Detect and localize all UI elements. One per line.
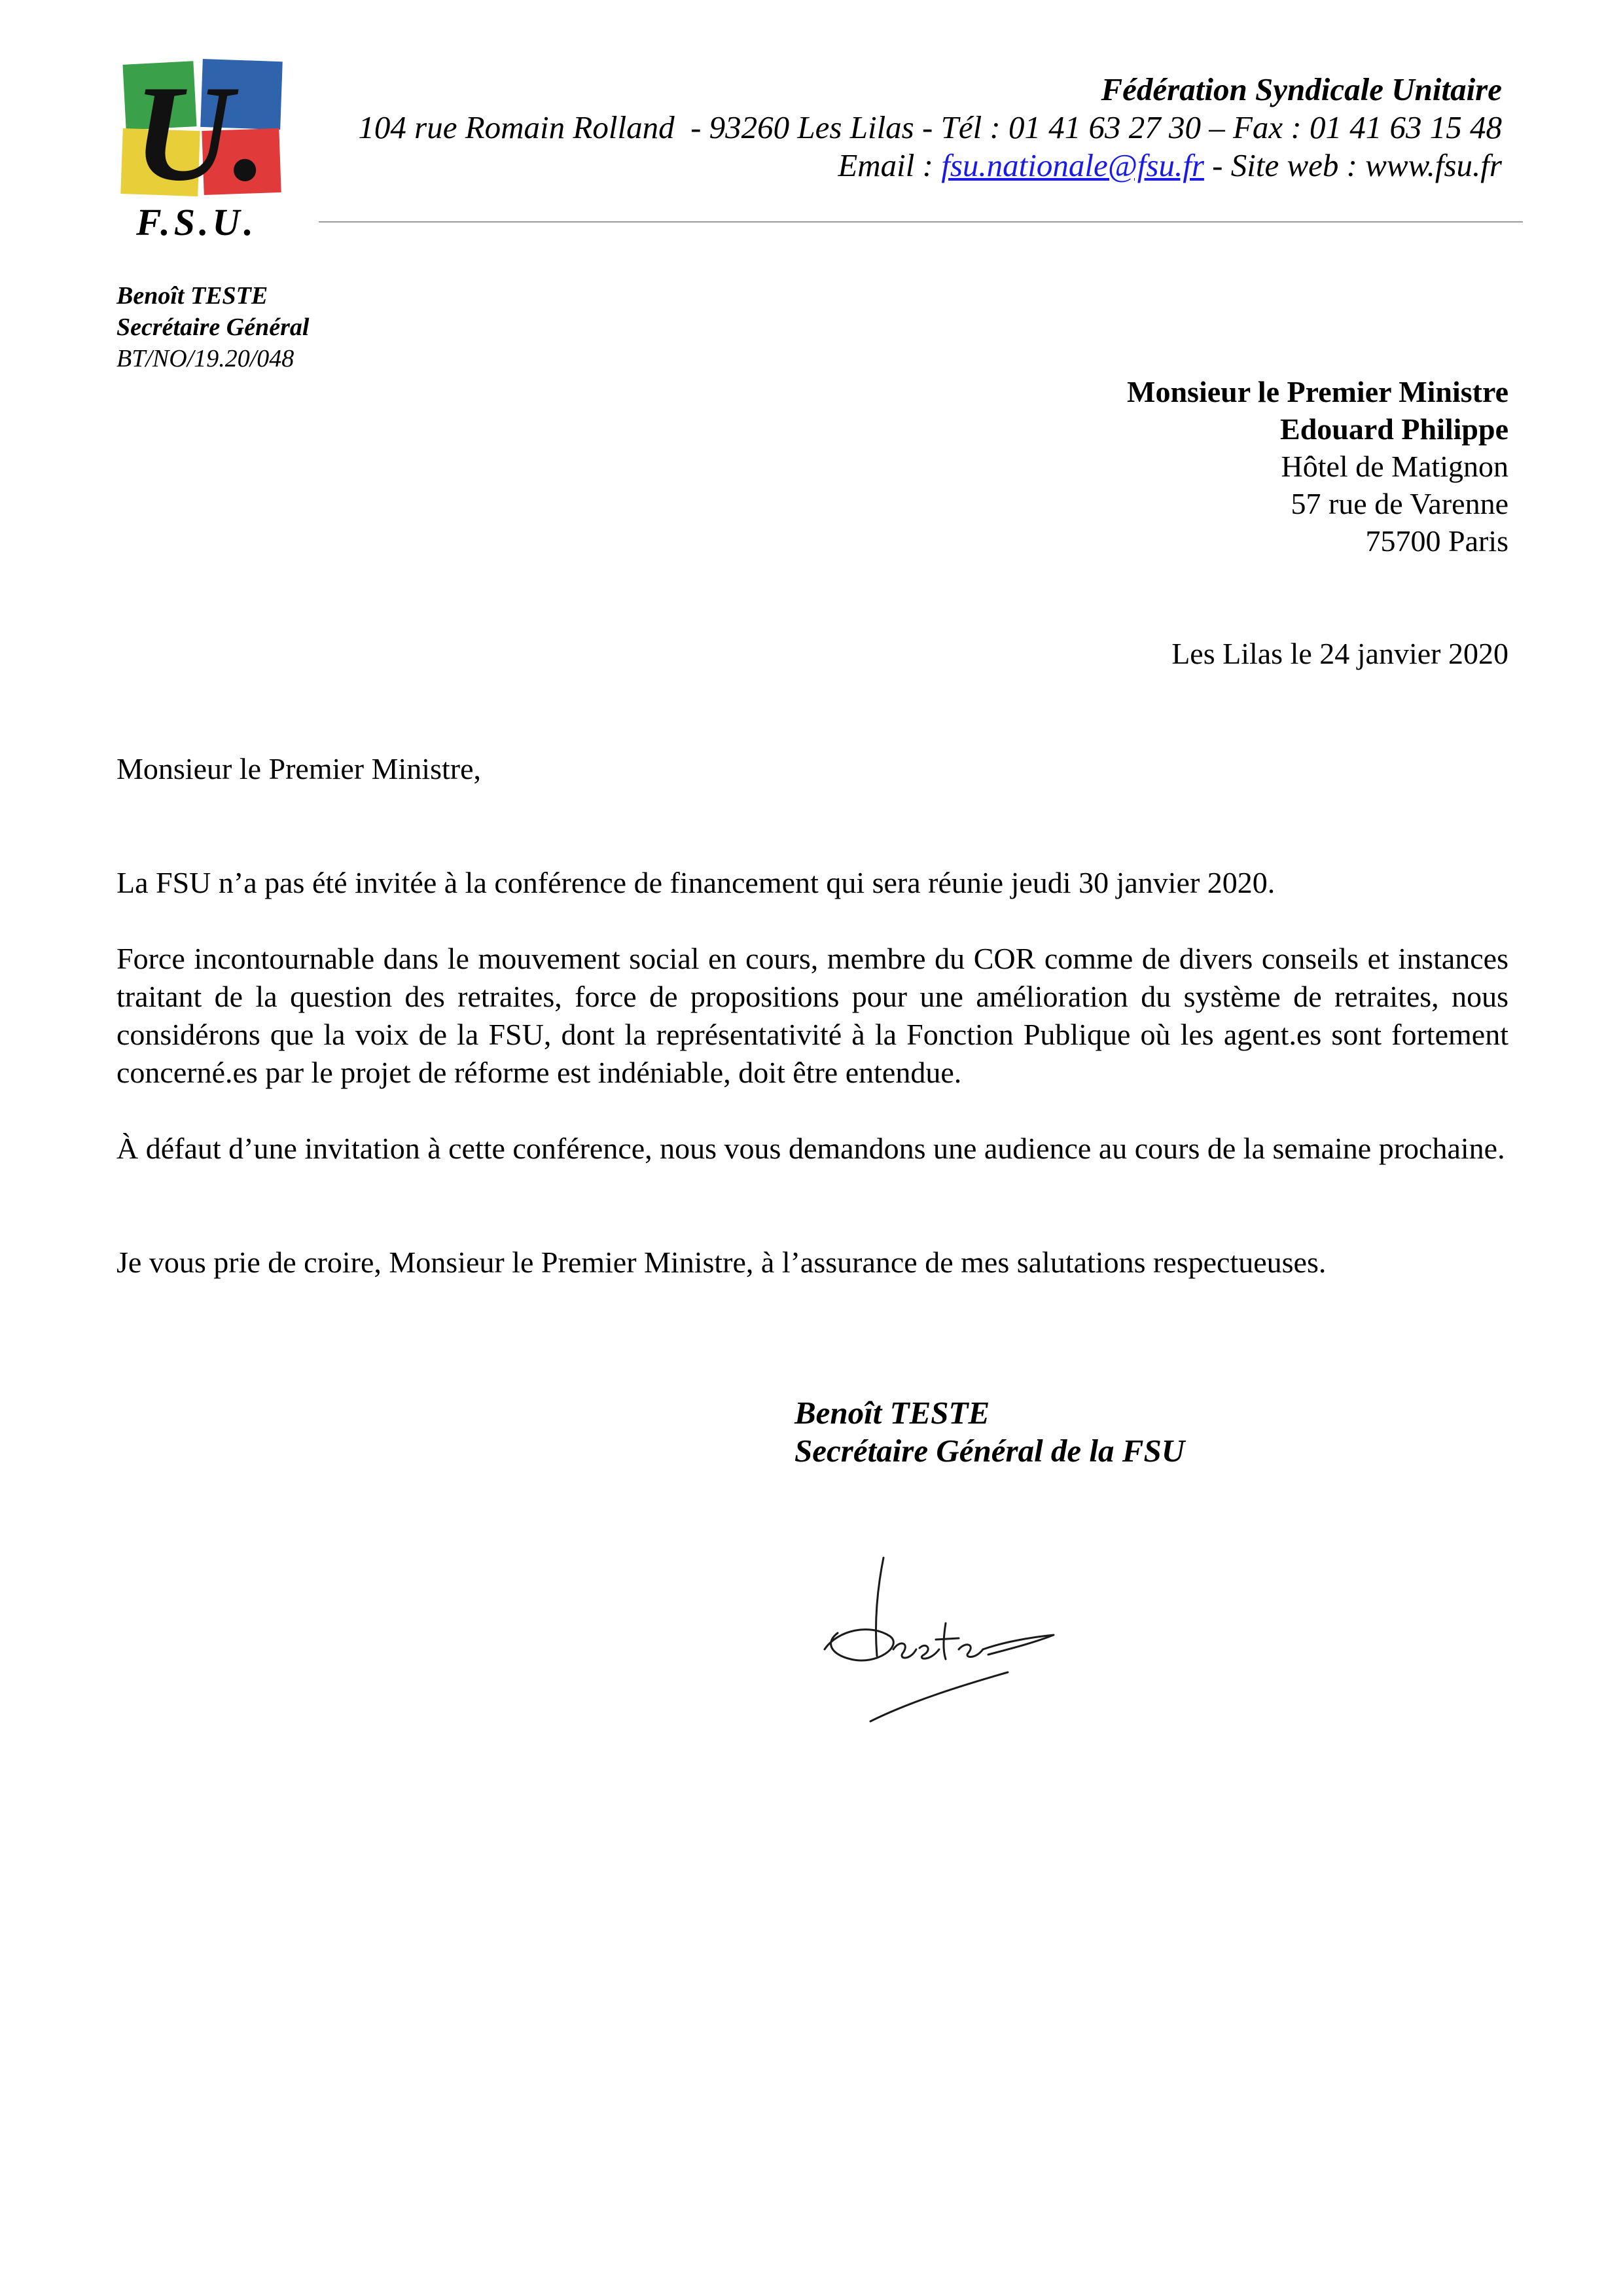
email-label: Email : bbox=[838, 147, 942, 183]
paragraph-3: À défaut d’une invitation à cette conférence, nous vous demandons une audience au cours de la semaine prochaine. bbox=[116, 1132, 1505, 1165]
sender-name: Benoît TESTE bbox=[116, 282, 268, 310]
org-name: Fédération Syndicale Unitaire bbox=[1101, 71, 1502, 107]
signature-block bbox=[794, 1394, 1185, 1470]
logo-caption: F.S.U. bbox=[136, 201, 257, 243]
fsu-logo bbox=[116, 56, 293, 246]
signatory-name: Benoît TESTE bbox=[794, 1395, 990, 1431]
fsu-logo-mark bbox=[116, 56, 293, 200]
letterhead bbox=[358, 71, 1502, 185]
paragraph-1: La FSU n’a pas été invitée à la conférence de financement qui sera réunie jeudi 30 janvier 2020. bbox=[116, 866, 1275, 899]
recipient-line2: Edouard Philippe bbox=[1280, 412, 1508, 446]
sender-reference: BT/NO/19.20/048 bbox=[116, 345, 294, 372]
signatory-title: Secrétaire Général de la FSU bbox=[794, 1433, 1185, 1469]
sender-block bbox=[116, 280, 309, 374]
logo-letter: U. bbox=[133, 58, 268, 200]
website-text: - Site web : www.fsu.fr bbox=[1204, 147, 1502, 183]
recipient-line4: 57 rue de Varenne bbox=[1291, 487, 1508, 520]
paragraph-2: Force incontournable dans le mouvement social en cours, membre du COR comme de divers conseils et instances traitant de la question des retraites, force de propositions pour une amélioration du système de retraites, nous considérons que la voix de la FSU, dont la représentativité à la Fonction Publique où les agent.es sont fortement concerné.es par le projet de réforme est indéniable, doit être entendue. bbox=[116, 942, 1508, 1089]
recipient-line5: 75700 Paris bbox=[1365, 524, 1508, 558]
recipient-line1: Monsieur le Premier Ministre bbox=[1127, 375, 1508, 408]
letter-date: Les Lilas le 24 janvier 2020 bbox=[1171, 637, 1508, 670]
sender-title: Secrétaire Général bbox=[116, 314, 310, 341]
header-divider bbox=[319, 221, 1523, 223]
recipient-line3: Hôtel de Matignon bbox=[1281, 450, 1508, 483]
email-link[interactable]: fsu.nationale@fsu.fr bbox=[941, 147, 1204, 183]
salutation: Monsieur le Premier Ministre, bbox=[116, 752, 482, 785]
handwritten-signature bbox=[812, 1551, 1073, 1748]
paragraph-4: Je vous prie de croire, Monsieur le Premier Ministre, à l’assurance de mes salutations respectueuses. bbox=[116, 1246, 1327, 1279]
org-contact bbox=[358, 147, 1502, 185]
recipient-block bbox=[1127, 373, 1508, 560]
signature-icon bbox=[812, 1551, 1073, 1748]
org-address: 104 rue Romain Rolland - 93260 Les Lilas - Tél : 01 41 63 27 30 – Fax : 01 41 63 15 48 bbox=[358, 109, 1502, 145]
